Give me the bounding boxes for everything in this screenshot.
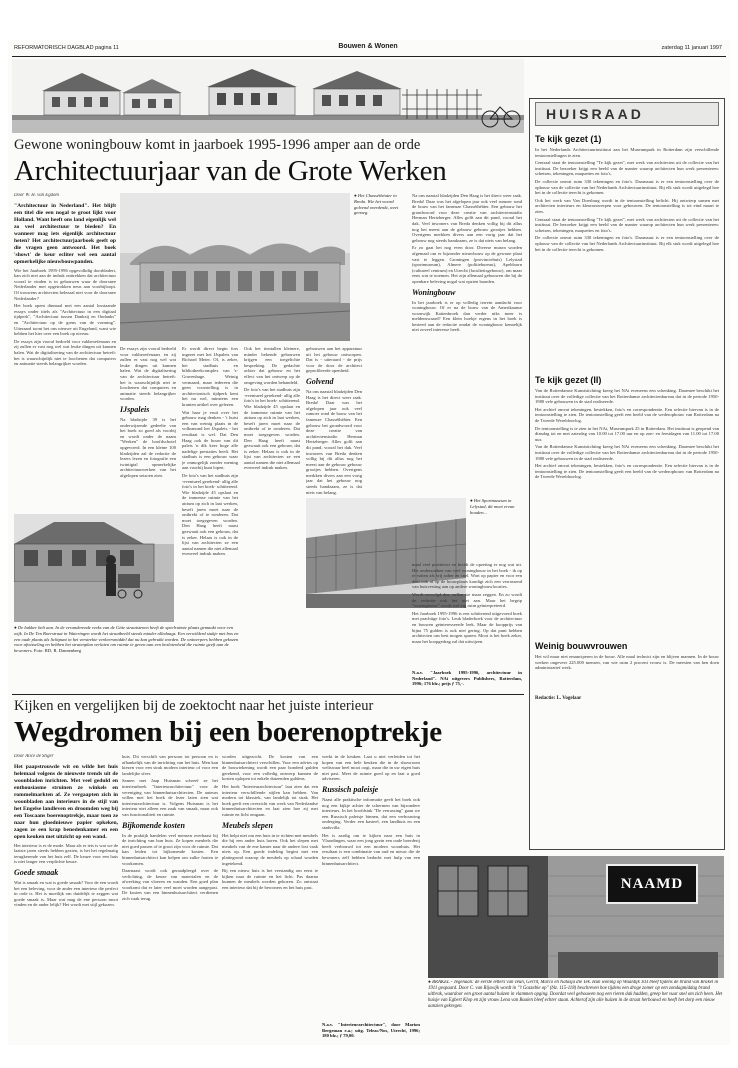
article1-kicker: Gewone woningbouw komt in jaarboek 1995-1996 amper aan de orde [14,137,421,153]
article-separator [12,694,524,695]
article2-paragraph: Bij een nieuw huis is het verstandig om eerst te kijken naar de ruimte en het licht. Pas daarna kunnen de meubels worden gekozen. Zo ontstaat een interieur dat bij de bewoners en het huis past. [222,868,318,890]
article1-column-3 [182,346,238,668]
article1-column-1 [14,193,116,513]
article2-paragraph: worden uitgezocht. De kosten van een binnenhuisarchitect verschillen. Voor een advies op de bouwtekening wordt een paar honderd gulden gerekend, voor een volledig ontwerp kunnen de kosten oplopen tot enkele duizenden guldens. [222,754,318,782]
header-rule [12,56,726,57]
sidebar-text-2 [535,388,719,638]
article1-headline: Architectuurjaar van de Grote Werken [14,155,447,187]
article1-paragraph: Er zo gaat het nog even door. Diverse musea worden afgemaal om er bijzonder nieuwbouw op de gewone plaat vast te leggen. Groningen (provinciehuis) Lelystad (sportmuseum), Almere (politiebureau), Apeldoorn (cultureel centrum) en Utrecht (faculteitsgebouw), om maar eens wat te noemen. Het zijn allemaal gebouwen die bij de openbare beleving nogal wat opzien baarden. [412,245,522,284]
sidebar-section-1 [535,133,719,145]
article1-column-7 [412,562,522,668]
brakel-caption: ● BRAKEL - Tegenaan: de eerste letters van Teun, Gerrit, Marco en Natasja die Tek. Hun woning op Waaldijk 103 bleef tijdens de brand van Brakel in 1911 gespaard. Door C. van Rijswijk wordt in "'t Gozzebie op" (blz. 115-118) beschreven hoe tijdens een droge zomer op een zondagmiddag brand uitbrak, waardoor een groot aantal huizen in vlammen opging. Doordat veel gebouwen nog een rieten dak hadden, greep het vuur snel om zich heen. Het huisje van Egbert Klop en zijn vrouw Lena van Baalen bleef echter staan. Achteraf zijn alle huizen in de straat herbouwd en heeft het dorp een nieuw aanzien gekregen. [428,980,723,1009]
article1-paragraph: maal veel positiever en breidt de opzeting er nog wat uit. Het onderzoeken van veel woningbouw in het boek - ik op te vatten als vrij sober en snel. Wart op papier en voor een deel ook al op de bouwplaats kondigt zich een verrassend van huisvesting aan op andere woningbouwlocaties. [412,562,522,590]
article1-paragraph: Wat haar je eruit over het gebouw mag denken - 't huist een van weinig plaats in de volksmond het IJspaleis - het resultaat is wel. Dat Den Haag ook de bouw van dit paleis 'n dik keer hoge alle nadelige prestaties heeft. Het stadhuis is een gebouw waar je onmogelijk zonder mening aan voorbij kunt lopen. [182,409,238,471]
article1-paragraph: Ook het tientallen kleinere, minder bekende gebouwen krijgen een toegelichte bespreking. De gedachte achter dat gebouw en het effect van het ontwerp op de omgeving worden behandeld. [244,346,300,385]
article1-paragraph: De essays zijn vooral bedoeld voor vakbeoefenaars en zij zullen er vast nog wel wat leuke dingen uit kunnen halen. Wat de digitalisering van de architectuur betreft: het is waarschijnlijk niet te loochenen dat computers en animatie steeds belangrijker worden. [120,346,176,402]
sidebar-paragraph: Van de Rotterdamse Kunststichting kreeg het NAi eveneens een schenking. Daarmee beschikt het instituut over de volledige collectie van het Rotterdamse architectenbureau dat in de periode 1950-1980 vele gebouwen in de stad realiseerde. [535,444,719,461]
sidebar-paragraph: De collectie omvat ruim 330 tekeningen en foto's. Daarnaast is er een tentoonstelling over de opbouw van de collectie van het Nederlands Architectuurinstituut. Bij elk stuk wordt uitgelegd hoe het in de collectie terecht is gekomen. [535,178,719,196]
article1-column-5 [306,346,362,496]
street-bakery-caption [14,625,242,681]
photo-credit: Foto: RD, R. Dannenberg [33,648,82,654]
article1-paragraph: Het boek opent dinmaal met een aantal losstaande essays onder titels als "Architectuur in een digitaal tijdperk", "Architectuur tussen Dankzij en Ondanks" en "Architectuur op de grens van de vorming". Uiteraard toont het ons nieuwe uit Engeland, want wie hebben het hier over een boek op niveau. [14,303,116,337]
sidebar-logo-text: HUISRAAD [546,106,644,122]
sidebar-paragraph: Van de Rotterdamse Kunststichting kreeg het NAi eveneens een schenking. Daarmee beschikt het instituut over de volledige collectie van het Rotterdamse architectenbureau dat in de periode 1950-1980 vele gebouwen in de stad realiseerde. [535,388,719,405]
sidebar-logo [535,102,719,126]
sidebar-title-2: Te kijk gezet (II) [535,375,602,385]
article2-paragraph: werkt in de keuken. Laat u niet verleiden tot het kopen van een hele keuken die in de showroom weliswaar heel mooi oogt, maar die in uw eigen huis niet past. Meet de ruimte goed op en laat u goed adviseren. [322,754,420,782]
sidebar-paragraph: Het archief omvat tekeningen, bestekken, foto's en correspondentie. Een selectie hiervan is in de tentoonstelling te zien. De tentoonstelling geeft een beeld van de wederopbouw van Rotterdam na de Tweede Wereldoorlog. [535,406,719,423]
article1-paragraph: Na bladzijde 39 is het onderwijzende gedeelte van het boek zo goed als voorbij en wordt onder de naam "Werken" de hoofdschotel opgevoerd. In een kleine 100 bladzijden zal de redactie de lezers lezen en fotografie een twintigtal opmerkelijke architectuurwerken van het afgelopen seizoen zien. [120,416,176,478]
article1-paragraph: gebouwen aan het apparatuur uit het gebouw ontworpen. Dat is - uiteraard - de prijs voor de door de architect geprofileerde openheid. [306,346,362,374]
sidebar-paragraph: In het Nederlands Architectuurinstituut aan het Museumpark in Rotterdam zijn verschillende tentoonstellingen te zien. [535,147,719,158]
article2-paragraph: Daarnaast wordt ook geraadpleegd over de verlichting, de keuze van materialen en de afwerking van vloeren en wanden. Een goed plan voorkomt dat er later veel moet worden aangepast. De kosten van een binnenhuisarchitect verdienen zich vaak terug. [122,868,218,902]
article2-paragraph: Samen met Jaap Huisman schreef ze het interieurboek "Interieurarchitectuur" voor de vereniging van binnenhuisarchitecten. De auteurs willen met het boek de lezer laten zien wat interieurarchitectuur is. Volgens Huisman is het interieur niet alleen een zaak van smaak, maar ook van functionaliteit en ruimte. [122,778,218,817]
article1-paragraph: De foto's van het stadhuis zijn -eventueel gerekend- allig alle foto's in het boek- schitterend. Wie bladzijde 45 opslaat en de immense ruimte van het atrium op zich in laat werken, beseft jaren moet naar de ontbrekt of te ronderen. Dat moet toegegeven worden. Den Haag heeft naast gezwaait ook een gebouw, dat is zeker. Helaas is ook in de lijst van architecten ze een aantal namen die niet allemaal evenveel indruk maken. [244,387,300,471]
chasse-theater-caption: ● Het Chasséthéater in Breda. Wie het woord golvend overdenkt, weet genoeg. [354,193,399,216]
facade-sign: NAAMD [606,864,698,904]
sidebar-title-3: Weinig bouwvrouwen [535,641,628,651]
article2-subhead-paleisje: Russisch paleisje [322,784,379,794]
article1-paragraph: Wie het Jaarboek 1995-1996 opgevolkdig doorbladert, kan zich niet aan de indruk onttrekken dat architectuur vooral te vinden is in gebouwen waar de doorsnee Nederlander met opgetrokken neus aan voorbijloopt. Of trouwens architecten belezaal niet voor de doorsnee Nederlander? [14,267,116,301]
article2-paragraph: Naast alle praktische informatie geeft het boek ook nog een kijkje achter de schermen van bijzondere interieurs. In het hoofdstuk "De verrassing" gaan we een Russisch paleisje binnen, dat een verbouwing onderging. Verder een kasteel, een landhuis en een stadsvilla. [322,796,420,830]
sidebar-paragraph: De collectie omvat ruim 330 tekeningen en foto's. Daarnaast is er een tentoonstelling over de opbouw van de collectie van het Nederlands Architectuurinstituut. Bij elk stuk wordt uitgelegd hoe het in de collectie terecht is gekomen. [535,235,719,252]
header-left: REFORMATORISCH DAGBLAD pagina 11 [14,45,119,51]
sidebar-paragraph: Het archief omvat tekeningen, bestekken, foto's en correspondentie. Een selectie hiervan is in de tentoonstelling te zien. De tentoonstelling geeft een beeld van de wederopbouw van Rotterdam na de Tweede Wereldoorlog. [535,463,719,480]
banner-illustration [12,59,524,133]
article2-column-4 [322,754,420,1020]
article2-paragraph: Wat is smaak en wat is goede smaak? Voor de een wordt het een beleving, voor de ander een interieur die perfect in orde is. Het is moeilijk om duidelijk te zeggen wat goede smaak is. Maar wat mag de ene persoon mooi vinden en de ander lelijk? Het wordt met stijl gekozen. [14,879,118,908]
article2-subhead-meubels: Meubels slepen [222,820,273,830]
sidebar-title-1: Te kijk gezet (1) [535,134,602,144]
article2-paragraph: Het interieur is er de mode. Maar als er iets is wat we de laatste jaren steeds hebben gezien, is het het regelmatig terugkerende van het huis zelf. De keuze voor een huis is niet langer een verplichte keuze. [14,842,118,865]
article2-column-2 [122,754,218,1044]
sidebar-paragraph: Centraal staat de tentoonstelling "Te kijk gezet", met werk van architecten uit de collectie van het instituut. De bezoeker krijgt een beeld van de manier waarop architecten hun werk presenteren: schetsen, tekeningen, maquettes en foto's. [535,216,719,233]
article1-paragraph: Na ons naastal bladzijden Den Haag is het direct weer raak. Breda! Daar was het afgelopen jaar ook veel rumoer rond de bouw van het fameuze Chasséthéâter. Een gebouw het grondwoord voor deze creatie van architectenstudio Herman Hertzberger. Alles golft aan dit pand, vooral het dak. Veel inwoners van Breda denken vollig bij dit allus nog het meest aan de gebouw gebouw grootjes hebben. Overigens merkken divers aan een vorig jaar dat het gebouw nog steeds handzaam, ze is dat niets van belang. [306,388,362,495]
article2-headline: Wegdromen bij een boerenoptrekje [14,716,442,748]
article1-paragraph: De foto's van het stadhuis zijn -eventueel gerekend- allig alle foto's in het boek- schitterend. Wie bladzijde 45 opslaat en de immense ruimte van het atrium op zich in laat werken, beseft jaren moet naar de ontbrekt of te ronderen. Dat moet toegegeven worden. Den Haag heeft naast gezwaait ook een gebouw, dat is zeker. Helaas is ook in de lijst van architecten ze een aantal namen die niet allemaal evenveel indruk maken. [182,473,238,557]
sidebar-paragraph: Ook het werk van Van Doesburg wordt in de tentoonstelling belicht. Hij ontwierp samen met architecten interieurs en kleurontwerpen voor gebouwen. De tentoonstelling is tot eind maart te zien. [535,197,719,214]
article1-column-2 [120,346,176,506]
article1-paragraph: Er wordt direct begin fors ingezet met het IJspaleis van Richard Meier. Of, is zeker, het stadhuis en bibliotheekcomplex van 's-Gravenhage. Weinig vermaard, maar iedereen die geen voorstelling is in architectonisch tijdperk kent het nu wel, minstens een kranten artikel over gelezen. [182,346,238,407]
article1-subhead-woningbouw: Woningbouw [412,287,456,297]
sidebar-section-2 [535,374,719,386]
sidebar-credit: Redactie: L. Vogelaar [535,696,582,701]
article2-column-3 [222,754,318,1044]
article2-paragraph: Het is aardig om te kijken naar een huis in Vlaardingen, waar een jong gezin een oude boerderij heeft verbouwd tot een modern woonhuis. Het resultaat is een combinatie van oud en nieuw die de bewoners zelf hebben bedacht met hulp van een binnenhuisarchitect. [322,832,420,866]
article2-intro: Het paapstrouwde wit en wilde het huis helemaal volgens de nieuwste trends uit de woonbladen inrichten. Met veel geduld en enthousiasme struinen ze winkels en rommelmarkten af. Ze vergaapten zich in woonbladen aan interieurs in de stijl van het Engelse landleven en droomden weg bij een Toscaans boerenoptrekje, maar toen ze naar hun gloednieuwe papier opkeken, zagen ze een krap benedenkamer en een open keuken met uitzicht op een wand. [14,763,118,840]
article2-byline: Door Alice de Stiger [14,754,54,759]
article2-subhead-kosten: Bijkomende kosten [122,820,185,830]
article1-column-6 [412,193,522,493]
newspaper-page [8,40,730,1045]
article1-column-4 [244,346,300,668]
article2-book-info: N.a.v. "Interieurarchitectuur", door Marion Bergeman e.a.; uitg. Teleac/Nos, Utrecht, 1996; 180 blz.; ƒ 79,00. [322,1022,420,1039]
sidebar-text-3 [535,654,719,694]
article1-byline: Door W. H. van Egdom [14,193,59,198]
sidebar-paragraph: De tentoonstelling is te zien in het NAi, Museumpark 25 in Rotterdam. Het instituut is geopend van dinsdag tot en met zaterdag van 10.00 tot 17.00 uur en op zon- en feestdagen van 11.00 tot 17.00 uur. [535,425,719,442]
article1-paragraph: Wordt vervolgd dus, zullen we maar zeggen. En zo wordt de redactie ook het niet aan. Maar het begrip "woningbouw" wordt wel erg ruim geïnterpreteerd. [412,591,522,609]
article2-column-1 [14,754,118,1044]
article2-subhead-smaak: Goede smaak [14,867,59,877]
article1-subhead-golvend: Golvend [306,376,334,386]
article2-paragraph: Het helpt niet om een huis in te richten met meubels die bij een ander huis horen. Ook het slepen met meubels van de ene kamer naar de andere lost vaak niets op. Een goede indeling begint met een plattegrond waarop de meubels op schaal worden ingetekend. [222,832,318,866]
header-section: Bouwen & Wonen [338,43,398,50]
article1-paragraph: Het Jaarboek 1995-1996 is een schitterend uitgevoerd boek met prachtige foto's. Leuk bladerboek voor de architectuur en bouwen geïnteresseerde leek. Maar de koopprijs van bijna 75 gulden is ook niet gering. Op dat punt hebben architecten ons best mogen sparen. Mooi is het boek zeker, maar het koopgedrag zal dat uitwijzen. [412,610,522,644]
article2-kicker: Kijken en vergelijken bij de zoektocht naar het juiste interieur [14,698,374,714]
sidebar-section-3 [535,640,719,652]
sidebar-paragraph: Centraal staat de tentoonstelling "Te kijk gezet", met werk van architecten uit de collectie van het instituut. De bezoeker krijgt een beeld van de manier waarop architecten hun werk presenteren: schetsen, tekeningen, maquettes en foto's. [535,160,719,177]
street-bakery-photo [14,514,174,622]
article1-paragraph: In het jaarboek is er op volledig terrein aandacht voor woningbouw. Of er na de bouw van de Amerikaanse woonwijk Kattenbroek dan verder niks meer is meldenswaard? Een klein hoekje ergens in het boek is besteed aan de redactie omdat de woningbouw kennelijk niet zoveel interesse heeft. [412,299,522,333]
header-date: zaterdag 11 januari 1997 [661,45,722,51]
sidebar-text-1 [535,147,719,375]
sportmuseum-caption: ● Het Sportmuseum in Lelystad, dit moet ervan houden... [470,498,515,515]
brakel-house-photo [428,856,724,978]
article2-paragraph: Het boek "Interieurarchitectuur" laat zien dat een interieur verschillende stijlen kan hebben. Van modern tot klassiek, van landelijk tot strak. Het boek geeft een overzicht van werk van Nederlandse binnenhuisarchitecten en laat zien hoe zij met ruimte en licht omgaan. [222,783,318,817]
article1-intro: "Architectuur in Nederland". Het blijft een titel die een nogal te groot lijkt voor Holland. Want heeft ons land eigenlijk wel zo veel architectuur te bieden? En wanneer mag iets eigenlijk architectuur heten? Het architectuurjaarboek geeft op die vragen geen antwoord. Het boek 'showt' de keur ecliter wel een aantal opmerkelijke nieuwbouwpanden. [14,202,116,265]
article1-paragraph: Na ons naastal bladzijden Den Haag is het direct weer raak. Breda! Daar was het afgelopen jaar ook veel rumoer rond de bouw van het fameuze Chasséthéâter. Een gebouw het grondwoord voor deze creatie van architectenstudio Herman Hertzberger. Alles golft aan dit pand, vooral het dak. Veel inwoners van Breda denken vollig bij dit allus nog het meest aan de gebouw gebouw grootjes hebben. Overigens merkken divers aan een vorig jaar dat het gebouw nog steeds handzaam, ze is dat niets van belang. [412,193,522,243]
article1-subhead-ijspaleis: IJspaleis [120,404,150,414]
street-bakery-caption-text: ● De bakker belt aan. In de veranderende reeks van de Gitte straatstenen heeft de speelruimte plaats gemaakt voor een wijk. In De Ten Boerstraat in Wateringen wordt het straatbeeld steeds minder alledaags. Een verwilderd stukje met bos en een oude plaats als lichtpunt in het verstrekte verkeersmiddel dat nu kan gebruikt worden. De ontwerpers hebben gekozen voor afwisseling en hebben het stratenplan verlaten om ruimte te geven aan een beslotenheid die ruimte geeft aan de bewoners. [14,625,239,654]
article1-paragraph: De essays zijn vooral bedoeld voor vakbeoefenaars en zij zullen er vast nog wel wat leuke dingen uit kunnen halen. Wat de digitalisering van de architectuur betreft: het is waarschijnlijk niet te loochenen dat computers en animatie steeds belangrijker worden. [14,338,116,367]
chasse-theater-photo [120,193,350,341]
article2-paragraph: In de praktijk handelen veel mensen overhaast bij de inrichting van hun huis. Ze kopen meubels die niet goed passen of te groot zijn voor de ruimte. Dat kan leiden tot bijkomende kosten. Een binnenhuisarchitect kan helpen om zulke fouten te voorkomen. [122,832,218,866]
article1-book-info: N.a.v. "Jaarboek 1995-1996, architectuur in Nederland". NAi uitgevers Publishers, Rotterdam, 1996; 176 blz.; prijs ƒ 75,-. [412,670,522,687]
article2-paragraph: huis. Dit verschilt van persoon tot persoon en is afhankelijk van de inrichting van het huis. Men kan kiezen voor een strak modern interieur of voor een landelijke sfeer. [122,754,218,776]
sidebar-paragraph: Het wil maar niet emanciperen in de bouw. Alle maal technici zijn en blijven mannen. In de bouw werken ongeveer 225.000 mensen, van wie ruim 2 procent vrouw is. De meesten van hen doen administratief werk. [535,654,719,671]
